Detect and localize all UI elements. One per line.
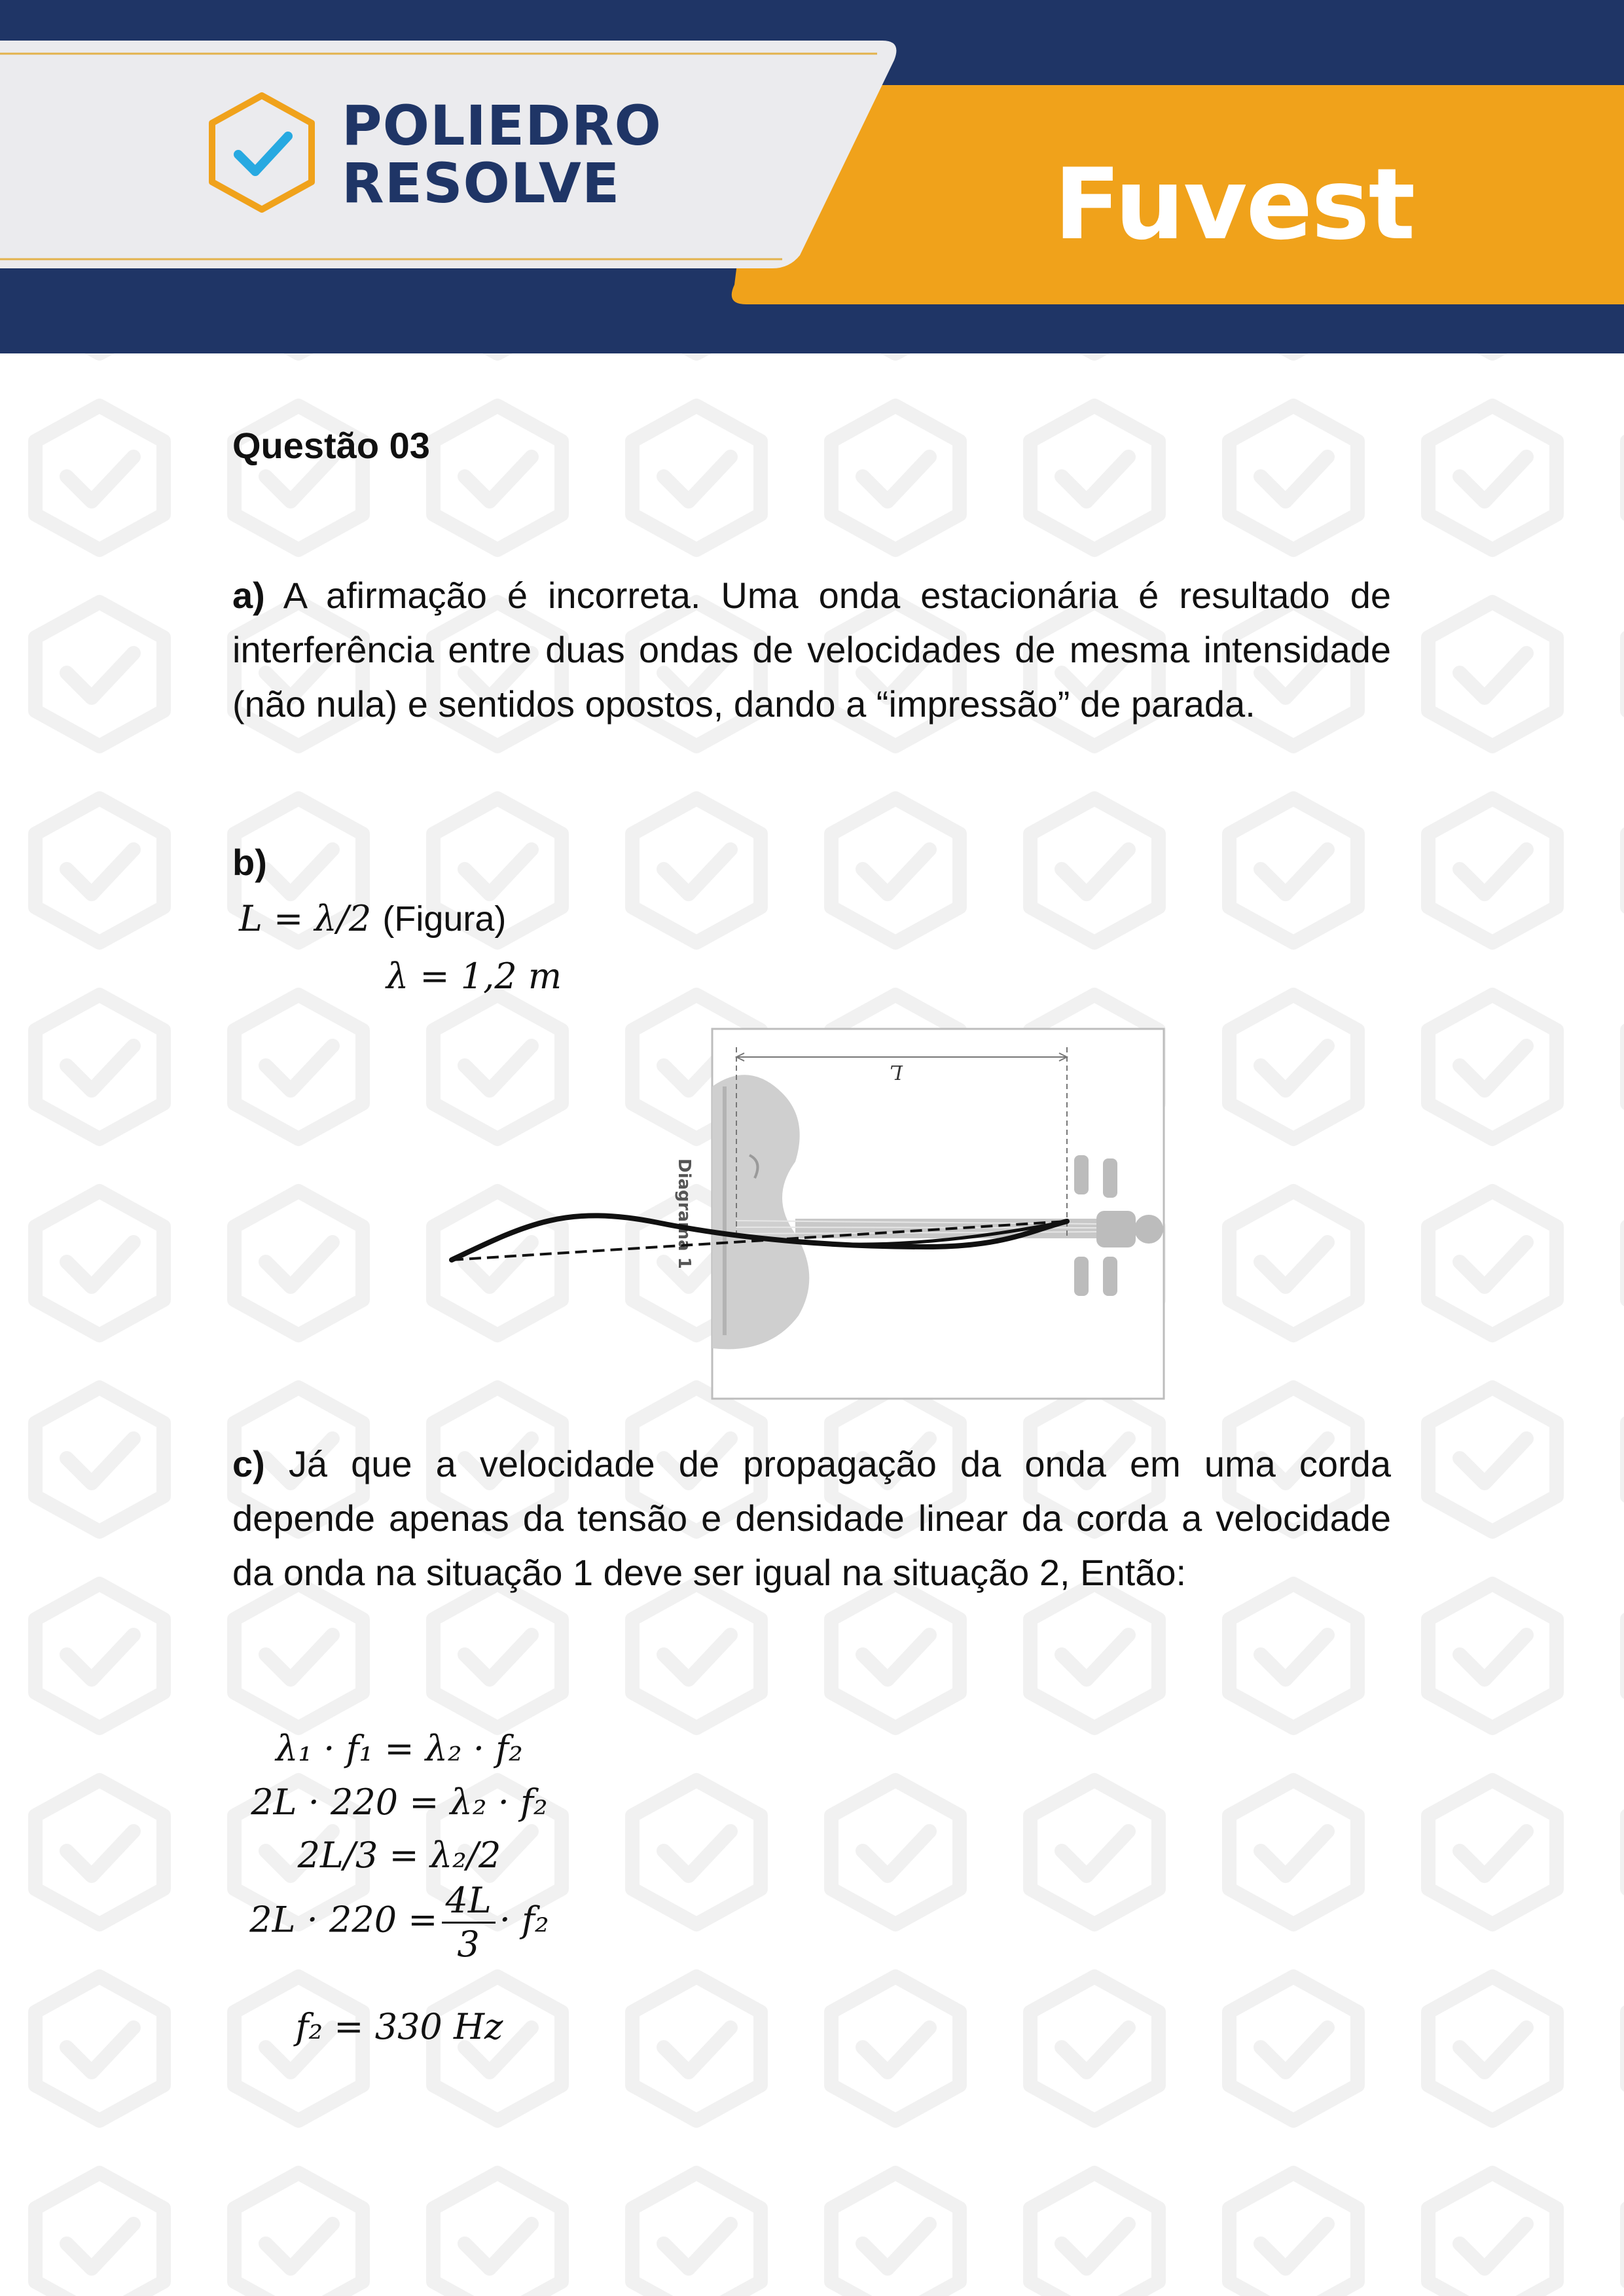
part-b-label: b) xyxy=(232,842,267,883)
equation-3: 2L/3 = λ₂/2 xyxy=(297,1835,501,1876)
part-a-label: a) xyxy=(232,575,265,616)
question-title: Questão 03 xyxy=(232,425,430,466)
equation-1: λ₁ · f₁ = λ₂ · f₂ xyxy=(276,1728,523,1769)
equation-2: 2L · 220 = λ₂ · f₂ xyxy=(251,1782,548,1823)
brand-name-line2: RESOLVE xyxy=(342,151,621,215)
brand-name-line1: POLIEDRO xyxy=(342,94,662,158)
eq4-denominator: 3 xyxy=(457,1924,480,1965)
diagram-caption: Diagrama 1 xyxy=(674,1158,694,1269)
check-hexagon-icon xyxy=(204,90,319,215)
violin-wave-diagram xyxy=(442,1021,1175,1407)
equation-wavelength-value: λ = 1,2 m xyxy=(386,956,562,997)
eq-wavelength-relation-math: L = λ/2 xyxy=(239,898,372,939)
part-c-label: c) xyxy=(232,1443,265,1484)
part-a-text: A afirmação é incorreta. Uma onda estacionária é resultado de interferência entre duas ondas de velocidades de mesma intensidade (não nula) e sentidos opostos, dando a “impressão” de parada. xyxy=(232,575,1391,725)
eq4-left: 2L · 220 = xyxy=(249,1899,438,1941)
eq4-right: · f₂ xyxy=(499,1899,549,1941)
eq4-fraction xyxy=(442,1880,496,1965)
equation-wavelength-relation xyxy=(239,898,506,939)
equation-4 xyxy=(245,1880,553,1965)
equation-5: f₂ = 330 Hz xyxy=(295,2006,503,2047)
answer-part-c xyxy=(232,1437,1391,1600)
eq-figure-reference: (Figura) xyxy=(382,899,507,939)
exam-title: Fuvest xyxy=(1054,148,1415,262)
eq4-numerator: 4L xyxy=(442,1880,496,1924)
dimension-label: L xyxy=(890,1060,903,1083)
part-c-text: Já que a velocidade de propagação da onda em uma corda depende apenas da tensão e densidade linear da corda a velocidade da onda na situação 1 deve ser igual na situação 2, Então: xyxy=(232,1443,1391,1593)
answer-part-a xyxy=(232,568,1391,731)
